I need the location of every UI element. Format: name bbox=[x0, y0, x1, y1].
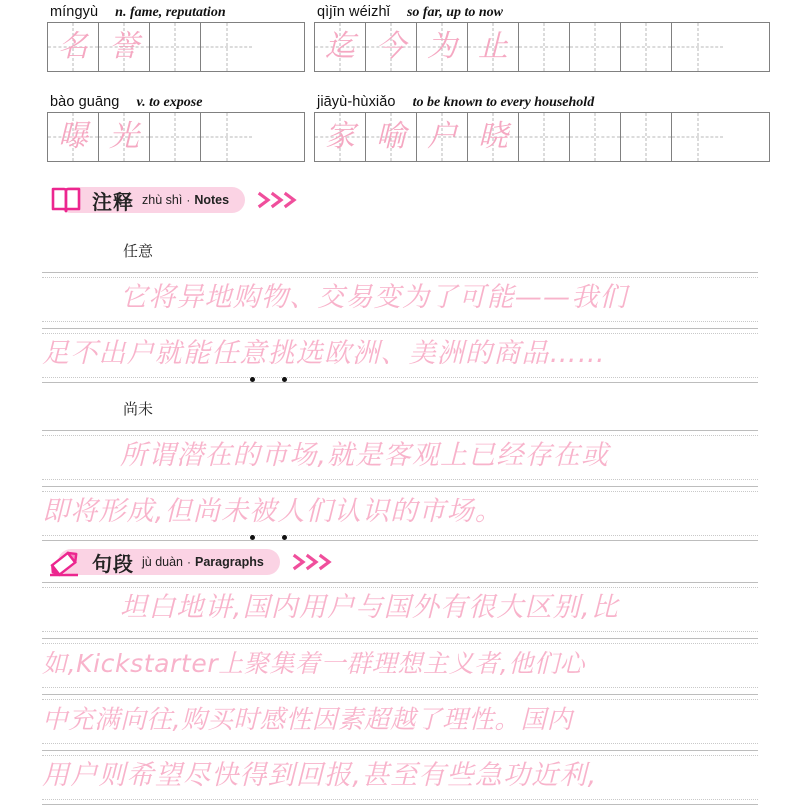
emphasis-dots bbox=[250, 535, 320, 541]
paragraph-line-text: 用户则希望尽快得到回报,甚至有些急功近利, bbox=[42, 760, 598, 791]
grid-cell[interactable] bbox=[315, 23, 366, 71]
note-line-text: 所谓潜在的市场,就是客观上已经存在或 bbox=[120, 440, 610, 471]
section-header-notes bbox=[44, 185, 305, 215]
note-writing-block-1 bbox=[42, 272, 758, 380]
grid-cell[interactable] bbox=[150, 23, 201, 71]
grid-character: 光 bbox=[109, 119, 139, 154]
rule-line bbox=[42, 377, 758, 378]
vocabulary-entry-qijinweizhi bbox=[314, 2, 770, 72]
section-separator: · bbox=[186, 193, 191, 207]
rule-line bbox=[42, 430, 758, 431]
grid-cell[interactable] bbox=[672, 23, 723, 71]
chevron-triple-icon bbox=[292, 552, 340, 572]
vocabulary-heading bbox=[314, 2, 770, 22]
rule-line bbox=[42, 582, 758, 583]
rule-line bbox=[42, 631, 758, 632]
section-title-cn: 句段 bbox=[92, 551, 134, 576]
pinyin-label: qìjīn wéizhǐ bbox=[317, 4, 390, 20]
vocabulary-row bbox=[0, 92, 800, 162]
writing-line[interactable] bbox=[42, 750, 758, 802]
grid-cell[interactable] bbox=[672, 113, 723, 161]
rule-line bbox=[42, 694, 758, 695]
chevron-triple-icon bbox=[257, 190, 305, 210]
grid-cell[interactable] bbox=[366, 113, 417, 161]
grid-character: 为 bbox=[427, 29, 457, 64]
section-pill bbox=[58, 549, 280, 575]
grid-cell[interactable] bbox=[519, 113, 570, 161]
section-title-en: Notes bbox=[194, 193, 230, 207]
character-practice-grid[interactable] bbox=[47, 22, 305, 72]
vocabulary-entry-baoguang bbox=[47, 92, 305, 162]
gloss-label: to be known to every household bbox=[412, 95, 595, 110]
grid-cell[interactable] bbox=[99, 113, 150, 161]
section-title-en: Paragraphs bbox=[195, 555, 264, 569]
vocabulary-row bbox=[0, 2, 800, 72]
open-book-icon bbox=[46, 184, 86, 216]
paragraph-line-text: 如,Kickstarter上聚集着一群理想主义者,他们心 bbox=[42, 649, 586, 678]
rule-line bbox=[42, 535, 758, 536]
section-title-cn: 注释 bbox=[92, 189, 134, 214]
rule-line bbox=[42, 272, 758, 273]
grid-character: 喻 bbox=[376, 119, 406, 154]
grid-cell[interactable] bbox=[417, 113, 468, 161]
grid-cell[interactable] bbox=[150, 113, 201, 161]
vocabulary-section bbox=[0, 0, 800, 162]
emphasis-dots bbox=[250, 377, 320, 383]
rule-line bbox=[42, 328, 758, 329]
grid-character: 誉 bbox=[109, 29, 139, 64]
writing-line[interactable] bbox=[42, 328, 758, 380]
writing-line[interactable] bbox=[42, 638, 758, 690]
grid-cell[interactable] bbox=[621, 113, 672, 161]
grid-cell[interactable] bbox=[48, 113, 99, 161]
grid-character: 晓 bbox=[478, 119, 508, 154]
section-title-pinyin: zhù shì bbox=[142, 193, 183, 207]
character-practice-grid[interactable] bbox=[314, 112, 770, 162]
paragraph-line-text: 中充满向往,购买时感性因素超越了理性。国内 bbox=[42, 705, 573, 735]
grid-cell[interactable] bbox=[519, 23, 570, 71]
writing-line[interactable] bbox=[42, 582, 758, 634]
character-practice-grid[interactable] bbox=[314, 22, 770, 72]
section-pill bbox=[58, 187, 245, 213]
writing-line[interactable] bbox=[42, 486, 758, 538]
grid-cell[interactable] bbox=[201, 23, 252, 71]
grid-character: 迄 bbox=[325, 29, 355, 64]
note-writing-block-2 bbox=[42, 430, 758, 538]
grid-character: 今 bbox=[376, 29, 406, 64]
grid-cell[interactable] bbox=[621, 23, 672, 71]
rule-line bbox=[42, 382, 758, 383]
rule-line bbox=[42, 687, 758, 688]
gloss-label: n. fame, reputation bbox=[115, 5, 226, 20]
vocabulary-heading bbox=[314, 92, 770, 112]
vocabulary-heading bbox=[47, 92, 305, 112]
grid-character: 户 bbox=[427, 119, 457, 154]
grid-cell[interactable] bbox=[570, 113, 621, 161]
gloss-label: v. to expose bbox=[136, 95, 203, 110]
rule-line bbox=[42, 540, 758, 541]
grid-cell[interactable] bbox=[48, 23, 99, 71]
grid-character: 曝 bbox=[58, 119, 88, 154]
character-practice-grid[interactable] bbox=[47, 112, 305, 162]
gloss-label: so far, up to now bbox=[406, 5, 504, 20]
vocabulary-entry-jiayuhuxiao bbox=[314, 92, 770, 162]
grid-cell[interactable] bbox=[468, 23, 519, 71]
writing-line[interactable] bbox=[42, 272, 758, 324]
note-headword: 任意 bbox=[123, 242, 154, 260]
section-title-pinyin: jù duàn bbox=[142, 555, 184, 569]
grid-cell[interactable] bbox=[366, 23, 417, 71]
note-line-text: 即将形成,但尚未被人们认识的市场。 bbox=[42, 496, 503, 527]
paragraph-line-text: 坦白地讲,国内用户与国外有很大区别,比 bbox=[120, 592, 619, 623]
grid-character: 名 bbox=[58, 29, 88, 64]
writing-line[interactable] bbox=[42, 430, 758, 482]
grid-character: 家 bbox=[325, 119, 355, 154]
grid-cell[interactable] bbox=[570, 23, 621, 71]
grid-cell[interactable] bbox=[417, 23, 468, 71]
grid-cell[interactable] bbox=[468, 113, 519, 161]
pinyin-label: míngyù bbox=[50, 4, 99, 20]
note-line-text: 足不出户就能任意挑选欧洲、美洲的商品…… bbox=[42, 338, 606, 369]
section-header-paragraphs bbox=[44, 547, 340, 577]
note-headword: 尚未 bbox=[123, 400, 154, 418]
grid-cell[interactable] bbox=[201, 113, 252, 161]
section-separator: · bbox=[187, 555, 192, 569]
paragraph-writing-block bbox=[42, 582, 758, 802]
rule-line bbox=[42, 750, 758, 751]
note-line-text: 它将异地购物、交易变为了可能——我们 bbox=[120, 282, 628, 313]
pinyin-label: bào guāng bbox=[50, 94, 120, 110]
rule-line bbox=[42, 479, 758, 480]
grid-cell[interactable] bbox=[99, 23, 150, 71]
pinyin-label: jiāyù-hùxiǎo bbox=[317, 94, 396, 110]
rule-line bbox=[42, 638, 758, 639]
grid-character: 止 bbox=[478, 29, 508, 64]
rule-line bbox=[42, 321, 758, 322]
vocabulary-entry-mingyu bbox=[47, 2, 305, 72]
rule-line bbox=[42, 743, 758, 744]
vocabulary-heading bbox=[47, 2, 305, 22]
writing-line[interactable] bbox=[42, 694, 758, 746]
grid-cell[interactable] bbox=[315, 113, 366, 161]
rule-line bbox=[42, 486, 758, 487]
pencil-icon bbox=[46, 546, 86, 578]
